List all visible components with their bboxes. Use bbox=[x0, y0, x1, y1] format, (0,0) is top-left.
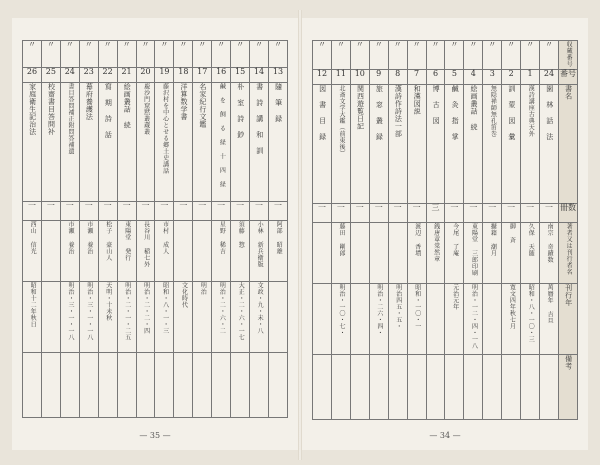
pub-date: 昭和・八・一・三 bbox=[161, 282, 169, 334]
book-title: 博 古 図 bbox=[432, 85, 441, 125]
cell-num: 15 bbox=[231, 68, 250, 83]
pub-date: 天明・十未秋 bbox=[104, 282, 112, 321]
pub-date: 明治四五・五・ bbox=[394, 284, 402, 330]
ditto-mark: 〃 bbox=[488, 40, 497, 49]
ditto-mark: 〃 bbox=[179, 40, 188, 49]
ditto-mark: 〃 bbox=[236, 40, 245, 49]
cell-num: 14 bbox=[250, 68, 269, 83]
cell-num: 13 bbox=[268, 68, 287, 83]
pub-date: 昭和・八・一〇・三 bbox=[527, 284, 535, 343]
ditto-mark: 〃 bbox=[526, 40, 535, 49]
cell-vol: 一 bbox=[350, 204, 369, 223]
cell-num: 19 bbox=[155, 68, 174, 83]
pub-date: 昭和・一〇・一 bbox=[413, 284, 421, 330]
publisher: 市瀬 養治 bbox=[66, 221, 74, 255]
page-number: — 34 — bbox=[429, 431, 461, 440]
ditto-mark: 〃 bbox=[450, 40, 459, 49]
ditto-mark: 〃 bbox=[336, 40, 345, 49]
book-title: 寫 期 詩 話 bbox=[104, 83, 113, 139]
cell-num: 7 bbox=[407, 70, 426, 85]
cell-num: 24 bbox=[60, 68, 79, 83]
cell-num: 22 bbox=[98, 68, 117, 83]
book-title: 漢詩作詩法一部 bbox=[394, 85, 403, 138]
cell-num: 2 bbox=[502, 70, 521, 85]
ditto-mark: 〃 bbox=[431, 40, 440, 49]
cell-vol: 一 bbox=[136, 202, 155, 221]
cell-num: 21 bbox=[117, 68, 136, 83]
cell-vol: 一 bbox=[193, 202, 212, 221]
cell-vol: 一 bbox=[174, 202, 193, 221]
page-number: — 35 — bbox=[139, 431, 171, 440]
ditto-mark: 〃 bbox=[507, 40, 516, 49]
ditto-mark: 〃 bbox=[65, 40, 74, 49]
publisher: 久保 天随 bbox=[527, 223, 535, 257]
pub-date: 明治・二六・四・ bbox=[375, 284, 383, 337]
ditto-mark: 〃 bbox=[273, 40, 282, 49]
book-title: 名家紀行文鑑 bbox=[198, 83, 207, 128]
right-page bbox=[302, 18, 588, 450]
cell-vol: 一 bbox=[23, 202, 42, 221]
left-catalog-table bbox=[22, 40, 288, 418]
publisher: 南宗 奇蹟数 bbox=[546, 223, 554, 264]
cell-num: 18 bbox=[174, 68, 193, 83]
pub-date: 明治・三・一・一八 bbox=[85, 282, 93, 341]
book-title: 旅 窓 叢 録 bbox=[375, 85, 384, 141]
ditto-mark: 〃 bbox=[122, 40, 131, 49]
book-title: 洋算数学書 bbox=[180, 83, 188, 121]
publisher: 小林 新兵衛版 bbox=[256, 221, 264, 268]
pub-date: 萬暦年 吉旦 bbox=[546, 284, 554, 325]
book-title: 校齋書目答問补 bbox=[47, 83, 56, 136]
cell-num: 25 bbox=[41, 68, 60, 83]
cell-vol: 一 bbox=[502, 204, 521, 223]
note-row bbox=[313, 355, 578, 420]
cell-num: 1 bbox=[521, 70, 540, 85]
pub-date: 寛文四年秋七月 bbox=[508, 284, 516, 330]
cell-vol: 一 bbox=[369, 204, 388, 223]
ditto-mark: 〃 bbox=[412, 40, 421, 49]
cell-num: 9 bbox=[369, 70, 388, 85]
ditto-mark: 〃 bbox=[374, 40, 383, 49]
pub-date: 明治 bbox=[199, 282, 207, 295]
cell-vol: 一 bbox=[212, 202, 231, 221]
book-title: 鹿沙門窟黙叢蔵叢 bbox=[142, 83, 150, 135]
publisher: 松子 豪山人 bbox=[104, 221, 112, 261]
number-row bbox=[313, 70, 578, 85]
publisher: 今尾 了庵 bbox=[451, 223, 459, 257]
book-title: 漢詩講座古典天外 bbox=[527, 85, 535, 138]
cell-num: 6 bbox=[426, 70, 445, 85]
book-title: 絵画叢話 続 bbox=[123, 83, 132, 129]
book-title: 隨 筆 録 bbox=[274, 83, 283, 123]
book-title: 和漢図説 bbox=[413, 85, 422, 116]
header-date: 刊行年 bbox=[564, 284, 573, 307]
cell-vol: 一 bbox=[231, 202, 250, 221]
ditto-mark: 〃 bbox=[255, 40, 264, 49]
ditto-mark: 〃 bbox=[469, 40, 478, 49]
cell-vol: 一 bbox=[268, 202, 287, 221]
book-title: 家庭衛生記治法 bbox=[28, 83, 37, 136]
ditto-row bbox=[313, 41, 578, 70]
pub-date: 文政・九・未・八 bbox=[256, 282, 264, 334]
volume-row bbox=[313, 204, 578, 223]
book-title: 朴 室 詩 鈔 bbox=[236, 83, 245, 139]
cell-vol: 一 bbox=[445, 204, 464, 223]
number-row bbox=[23, 68, 288, 83]
title-row bbox=[23, 83, 288, 202]
cell-num: 4 bbox=[464, 70, 483, 85]
ditto-mark: 〃 bbox=[198, 40, 207, 49]
ditto-mark: 〃 bbox=[84, 40, 93, 49]
pub-date: 明治・二・六・二 bbox=[218, 282, 226, 334]
book-title: 関西遊覧日記 bbox=[356, 85, 365, 131]
publisher: 市瀬 養治 bbox=[85, 221, 93, 255]
book-title: 北斎文学大鑑（前東後） bbox=[338, 85, 346, 157]
book-title: 図 書 目 録 bbox=[318, 85, 327, 141]
pub-date: 明治・二・二・四 bbox=[142, 282, 150, 334]
book-title: 書目答問補正附問答補遺 bbox=[66, 83, 74, 155]
book-title: 幕府養護法 bbox=[85, 83, 94, 121]
pub-date: 明治・一〇・七・ bbox=[338, 284, 346, 337]
pub-date: 明治・二・一・二五 bbox=[123, 282, 131, 341]
cell-num: 5 bbox=[445, 70, 464, 85]
ditto-mark: 〃 bbox=[393, 40, 402, 49]
pub-date: 明治・一二・四・一八 bbox=[470, 284, 478, 350]
cell-vol: 三 bbox=[426, 204, 445, 223]
title-row bbox=[313, 85, 578, 204]
ditto-mark: 〃 bbox=[103, 40, 112, 49]
publisher: 長谷川 稲七外 bbox=[142, 221, 150, 268]
ditto-mark: 〃 bbox=[160, 40, 169, 49]
header-note: 備考 bbox=[564, 355, 573, 371]
ditto-mark: 〃 bbox=[317, 40, 326, 49]
pub-date: 大正・二・六・一七 bbox=[237, 282, 245, 341]
publisher: 攝籍 潮月 bbox=[489, 223, 497, 257]
cell-num: 24 bbox=[540, 70, 559, 85]
publisher: 市村 成人 bbox=[161, 221, 169, 255]
book-title: 藤沢村を中心とせる郷土史講話 bbox=[161, 83, 169, 174]
cell-num: 11 bbox=[331, 70, 350, 85]
ditto-mark: 〃 bbox=[545, 40, 554, 49]
header-publisher: 著者又は刊行者名 bbox=[565, 223, 573, 276]
cell-vol: 一 bbox=[313, 204, 332, 223]
ditto-mark: 〃 bbox=[217, 40, 226, 49]
cell-num: 8 bbox=[388, 70, 407, 85]
publisher: 藤田 剛郎 bbox=[338, 223, 346, 257]
publisher: 阿部 昭雄 bbox=[275, 221, 283, 255]
cell-num: 12 bbox=[313, 70, 332, 85]
cell-vol: 一 bbox=[388, 204, 407, 223]
pub-date: 元治元年 bbox=[451, 284, 459, 311]
book-title: 鹹 を 飼 る 経 十 四 経 bbox=[218, 83, 226, 188]
cell-vol: 一 bbox=[483, 204, 502, 223]
cell-num: 17 bbox=[193, 68, 212, 83]
cell-vol: 一 bbox=[331, 204, 350, 223]
book-title: 書 詩 講 和 訓 bbox=[255, 83, 264, 155]
header-volume: 冊数 bbox=[558, 204, 577, 223]
cell-vol: 一 bbox=[60, 202, 79, 221]
cell-num: 23 bbox=[79, 68, 98, 83]
ditto-mark: 〃 bbox=[27, 40, 36, 49]
header-collection-number: 収蔵番号 bbox=[565, 41, 573, 67]
cell-vol: 一 bbox=[407, 204, 426, 223]
cell-vol: 一 bbox=[521, 204, 540, 223]
cell-num: 20 bbox=[136, 68, 155, 83]
cell-num: 10 bbox=[350, 70, 369, 85]
cell-vol: 一 bbox=[41, 202, 60, 221]
ditto-mark: 〃 bbox=[46, 40, 55, 49]
publisher: 東陽堂 三郎印刷 bbox=[470, 223, 478, 277]
book-title: 園 林 話 法 bbox=[545, 85, 554, 141]
cell-vol: 一 bbox=[250, 202, 269, 221]
cell-num: 16 bbox=[212, 68, 231, 83]
cell-vol: 一 bbox=[98, 202, 117, 221]
note-row bbox=[23, 353, 288, 418]
cell-num: 26 bbox=[23, 68, 42, 83]
publisher: 西山 信光 bbox=[29, 221, 37, 255]
book-title: 鹹 灸 指 掌 bbox=[451, 85, 460, 141]
volume-row bbox=[23, 202, 288, 221]
publisher: 東陽堂 発行 bbox=[123, 221, 131, 261]
ditto-mark: 〃 bbox=[141, 40, 150, 49]
cell-vol: 一 bbox=[540, 204, 559, 223]
publisher: 星野 稀吉 bbox=[218, 221, 226, 255]
header-title: 書名 bbox=[564, 85, 573, 101]
book-title: 訓 蒙 図 彙 bbox=[507, 85, 516, 141]
publisher-row bbox=[313, 223, 578, 284]
publisher: 銭唐章棠然章 bbox=[432, 223, 440, 263]
header-number: 番号 bbox=[558, 70, 577, 85]
date-row bbox=[313, 284, 578, 355]
publisher: 御 斉 bbox=[508, 223, 516, 244]
ditto-row bbox=[23, 41, 288, 68]
cell-num: 3 bbox=[483, 70, 502, 85]
cell-vol: 一 bbox=[464, 204, 483, 223]
ditto-mark: 〃 bbox=[355, 40, 364, 49]
publisher: 須藤 惣 bbox=[237, 221, 245, 248]
book-title: 絵画叢話 続 bbox=[470, 85, 478, 132]
book-title: 無隠禅師無孔笛巻 bbox=[489, 85, 497, 138]
left-page bbox=[12, 18, 298, 450]
pub-date: 明治・三・一・一八 bbox=[66, 282, 74, 341]
cell-vol: 一 bbox=[79, 202, 98, 221]
publisher: 渡辺 香墳 bbox=[413, 223, 421, 257]
pub-date: 昭和十二年秋日 bbox=[29, 282, 37, 328]
pub-date: 文化時代 bbox=[180, 282, 188, 308]
cell-vol: 一 bbox=[117, 202, 136, 221]
publisher-row bbox=[23, 221, 288, 282]
date-row bbox=[23, 282, 288, 353]
right-catalog-table bbox=[312, 40, 578, 420]
cell-vol: 一 bbox=[155, 202, 174, 221]
